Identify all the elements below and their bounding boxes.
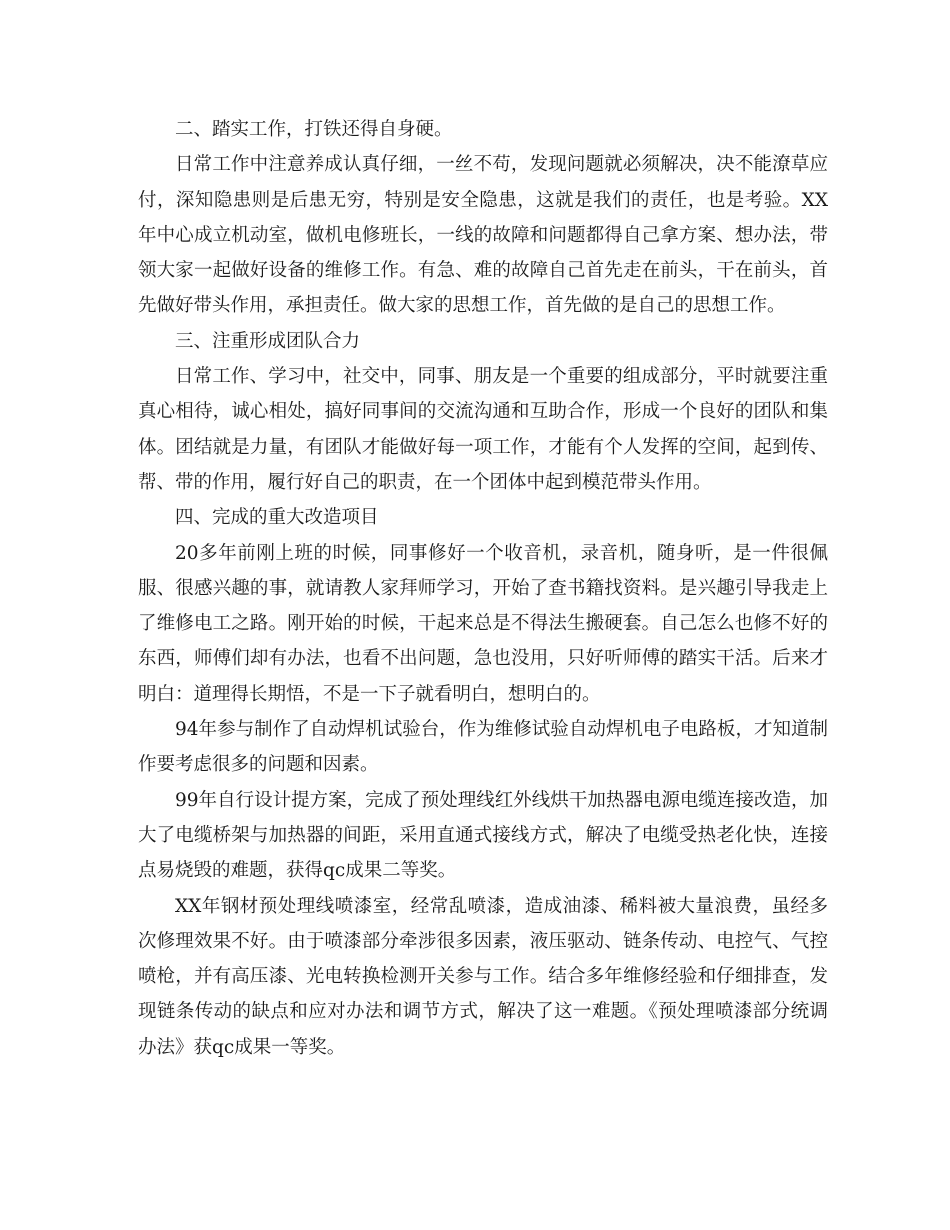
section-heading-2: 二、踏实工作，打铁还得自身硬。 [175, 119, 453, 140]
paragraph-1994-project: 94年参与制作了自动焊机试验台，作为维修试验自动焊机电子电路板，才知道制作要考虑很多的问题和因素。 [138, 719, 828, 776]
section-heading-4: 四、完成的重大改造项目 [175, 507, 379, 529]
section-heading-3: 三、注重形成团队合力 [175, 330, 361, 352]
paragraph-1999-project: 99年自行设计提方案，完成了预处理线红外线烘干加热器电源电缆连接改造，加大了电缆桥架与加热器的间距，采用直通式接线方式，解决了电缆受热老化快，连接点易烧毁的难题，获得qc成果二等奖。 [138, 789, 828, 882]
document-body [138, 112, 828, 1065]
paragraph-teamwork: 日常工作、学习中，社交中，同事、朋友是一个重要的组成部分，平时就要注重真心相待，诚心相处，搞好同事间的交流沟通和互助合作，形成一个良好的团队和集体。团结就是力量，有团队才能做好每一项工作，才能有个人发挥的空间，起到传、帮、带的作用，履行好自己的职责，在一个团体中起到模范带头作用。 [138, 366, 828, 493]
paragraph-daily-work: 日常工作中注意养成认真仔细，一丝不苟，发现问题就必须解决，决不能潦草应付，深知隐患则是后患无穷，特别是安全隐患，这就是我们的责任，也是考验。XX年中心成立机动室，做机电修班长，一线的故障和问题都得自己拿方案、想办法，带领大家一起做好设备的维修工作。有急、难的故障自己首先走在前头，干在前头，首先做好带头作用，承担责任。做大家的思想工作，首先做的是自己的思想工作。 [138, 154, 828, 317]
paragraph-spray-room-project: XX年钢材预处理线喷漆室，经常乱喷漆，造成油漆、稀料被大量浪费，虽经多次修理效果不好。由于喷漆部分牵涉很多因素，液压驱动、链条传动、电控气、气控喷枪，并有高压漆、光电转换检测开关参与工作。结合多年维修经验和仔细排查，发现链条传动的缺点和应对办法和调节方式，解决了这一难题。《预处理喷漆部分统调办法》获qc成果一等奖。 [138, 895, 828, 1058]
paragraph-early-career: 20多年前刚上班的时候，同事修好一个收音机，录音机，随身听，是一件很佩服、很感兴趣的事，就请教人家拜师学习，开始了查书籍找资料。是兴趣引导我走上了维修电工之路。刚开始的时候，干起来总是不得法生搬硬套。自己怎么也修不好的东西，师傅们却有办法，也看不出问题，急也没用，只好听师傅的踏实干活。后来才明白：道理得长期悟，不是一下子就看明白，想明白的。 [138, 542, 828, 705]
